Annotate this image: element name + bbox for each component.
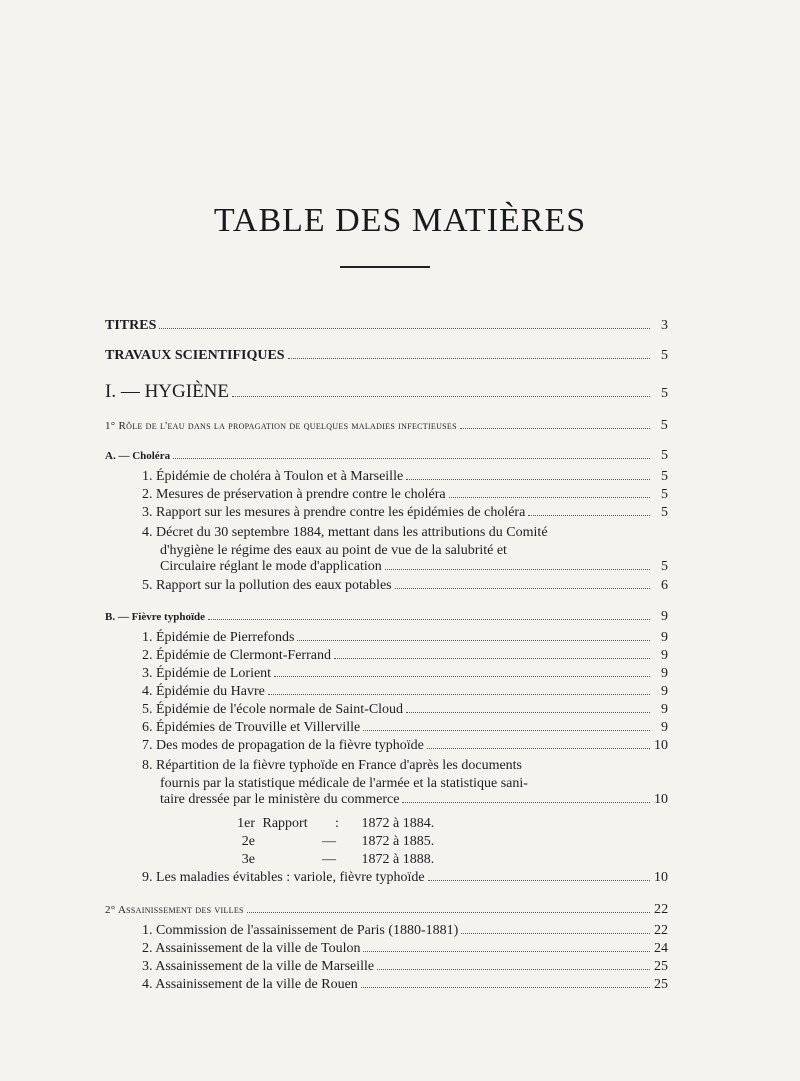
rapport-ord: 2e bbox=[241, 834, 255, 849]
toc-page: 9 bbox=[661, 609, 668, 624]
toc-page: 5 bbox=[661, 448, 668, 463]
toc-page: 5 bbox=[661, 559, 668, 574]
toc-entry bbox=[0, 505, 800, 527]
toc-label: 1. Commission de l'assainissement de Paris (1880-1881) bbox=[142, 923, 459, 938]
dot-leader bbox=[247, 911, 650, 913]
toc-label: 7. Des modes de propagation de la fièvre typhoïde bbox=[142, 738, 424, 753]
dot-leader bbox=[297, 639, 650, 641]
toc-label-cont: Circulaire réglant le mode d'application bbox=[160, 559, 382, 574]
toc-page: 25 bbox=[654, 977, 668, 992]
toc-page: 6 bbox=[661, 578, 668, 593]
rapport-sep: — bbox=[322, 852, 336, 867]
rapport-name: Rapport bbox=[262, 816, 308, 831]
toc-label: 2. Assainissement de la ville de Toulon bbox=[142, 941, 361, 956]
toc-label: 1. Épidémie de choléra à Toulon et à Marseille bbox=[142, 469, 404, 484]
toc-page: 9 bbox=[661, 720, 668, 735]
toc-label: TITRES bbox=[105, 318, 157, 333]
toc-page: 10 bbox=[654, 792, 668, 807]
dot-leader bbox=[460, 427, 650, 429]
toc-label: 1. Épidémie de Pierrefonds bbox=[142, 630, 295, 645]
dot-leader bbox=[427, 747, 650, 749]
toc-entry-role-eau bbox=[0, 418, 800, 440]
toc-label: 5. Rapport sur la pollution des eaux potables bbox=[142, 578, 392, 593]
dot-leader bbox=[363, 729, 650, 731]
toc-entry-fievre bbox=[0, 609, 800, 631]
dot-leader bbox=[363, 950, 650, 952]
toc-entry-cholera bbox=[0, 448, 800, 470]
rapport-years: 1872 à 1885. bbox=[361, 834, 435, 849]
toc-label: 6. Épidémies de Trouville et Villerville bbox=[142, 720, 361, 735]
toc-label-cont: taire dressée par le ministère du commerce bbox=[160, 792, 400, 807]
toc-page: 10 bbox=[654, 738, 668, 753]
toc-entry bbox=[0, 738, 800, 760]
toc-page: 5 bbox=[661, 469, 668, 484]
toc-page: 25 bbox=[654, 959, 668, 974]
title-rule bbox=[340, 266, 430, 268]
rapport-row bbox=[215, 852, 434, 868]
toc-label: 8. Répartition de la fièvre typhoïde en France d'après les documents bbox=[142, 758, 523, 773]
dot-leader bbox=[173, 457, 650, 459]
toc-page: 9 bbox=[661, 630, 668, 645]
rapport-years: 1872 à 1884. bbox=[361, 816, 435, 831]
dot-leader bbox=[385, 568, 650, 570]
toc-label: 2. Épidémie de Clermont-Ferrand bbox=[142, 648, 331, 663]
dot-leader bbox=[208, 618, 650, 620]
toc-label-cont: d'hygiène le régime des eaux au point de vue de la salubrité et bbox=[160, 543, 507, 558]
dot-leader bbox=[402, 801, 650, 803]
dot-leader bbox=[159, 327, 650, 329]
toc-page: 9 bbox=[661, 702, 668, 717]
toc-entry-titres bbox=[0, 318, 800, 340]
toc-page: 5 bbox=[661, 487, 668, 502]
toc-label: I. — HYGIÈNE bbox=[105, 381, 230, 402]
dot-leader bbox=[428, 879, 650, 881]
toc-label: 1° Rôle de l'eau dans la propagation de quelques maladies infectieuses bbox=[105, 420, 457, 432]
rapport-years: 1872 à 1888. bbox=[361, 852, 435, 867]
toc-page: 9 bbox=[661, 648, 668, 663]
toc-page: 3 bbox=[661, 318, 668, 333]
toc-label: 4. Assainissement de la ville de Rouen bbox=[142, 977, 358, 992]
toc-page: 5 bbox=[660, 418, 668, 433]
toc-page: 5 bbox=[661, 505, 668, 520]
toc-entry-hygiene bbox=[0, 381, 800, 407]
dot-leader bbox=[232, 395, 650, 397]
toc-page: 22 bbox=[654, 902, 669, 917]
toc-page: 22 bbox=[654, 923, 668, 938]
dot-leader bbox=[274, 675, 650, 677]
rapport-row bbox=[215, 834, 434, 850]
toc-label: 2° Assainissement des villes bbox=[105, 904, 244, 916]
toc-page: 5 bbox=[661, 348, 668, 363]
toc-page: 10 bbox=[654, 870, 668, 885]
dot-leader bbox=[268, 693, 650, 695]
dot-leader bbox=[406, 478, 650, 480]
toc-label: 2. Mesures de préservation à prendre contre le choléra bbox=[142, 487, 446, 502]
dot-leader bbox=[377, 968, 650, 970]
toc-label-cont: fournis par la statistique médicale de l'armée et la statistique sani- bbox=[160, 776, 528, 791]
toc-entry bbox=[0, 977, 800, 999]
dot-leader bbox=[361, 986, 650, 988]
toc-entry bbox=[0, 792, 800, 814]
page-title: TABLE DES MATIÈRES bbox=[213, 202, 587, 239]
rapport-sep: : bbox=[335, 816, 339, 831]
dot-leader bbox=[461, 932, 650, 934]
toc-label: 5. Épidémie de l'école normale de Saint-Cloud bbox=[142, 702, 404, 717]
toc-label: A. — Choléra bbox=[105, 450, 171, 462]
toc-page: 9 bbox=[661, 666, 668, 681]
toc-entry bbox=[0, 870, 800, 892]
toc-label: 3. Rapport sur les mesures à prendre contre les épidémies de choléra bbox=[142, 505, 526, 520]
toc-entry-travaux bbox=[0, 348, 800, 370]
dot-leader bbox=[449, 496, 650, 498]
toc-page: 24 bbox=[654, 941, 668, 956]
toc-label: 3. Assainissement de la ville de Marseille bbox=[142, 959, 375, 974]
rapport-sep: — bbox=[322, 834, 336, 849]
toc-label: TRAVAUX SCIENTIFIQUES bbox=[105, 348, 285, 363]
toc-entry bbox=[0, 578, 800, 600]
toc-page: 9 bbox=[661, 684, 668, 699]
toc-entry-assainissement bbox=[0, 902, 800, 924]
toc-label: 4. Décret du 30 septembre 1884, mettant dans les attributions du Comité bbox=[142, 525, 548, 540]
rapport-row bbox=[215, 816, 434, 832]
dot-leader bbox=[406, 711, 650, 713]
dot-leader bbox=[528, 514, 650, 516]
toc-page: 5 bbox=[661, 386, 668, 401]
toc-label: 9. Les maladies évitables : variole, fièvre typhoïde bbox=[142, 870, 425, 885]
toc-label: B. — Fièvre typhoïde bbox=[105, 611, 206, 623]
rapport-ord: 1er bbox=[237, 816, 255, 831]
toc-label: 3. Épidémie de Lorient bbox=[142, 666, 272, 681]
rapport-ord: 3e bbox=[241, 852, 255, 867]
dot-leader bbox=[288, 357, 650, 359]
toc-label: 4. Épidémie du Havre bbox=[142, 684, 265, 699]
dot-leader bbox=[395, 587, 650, 589]
dot-leader bbox=[334, 657, 650, 659]
